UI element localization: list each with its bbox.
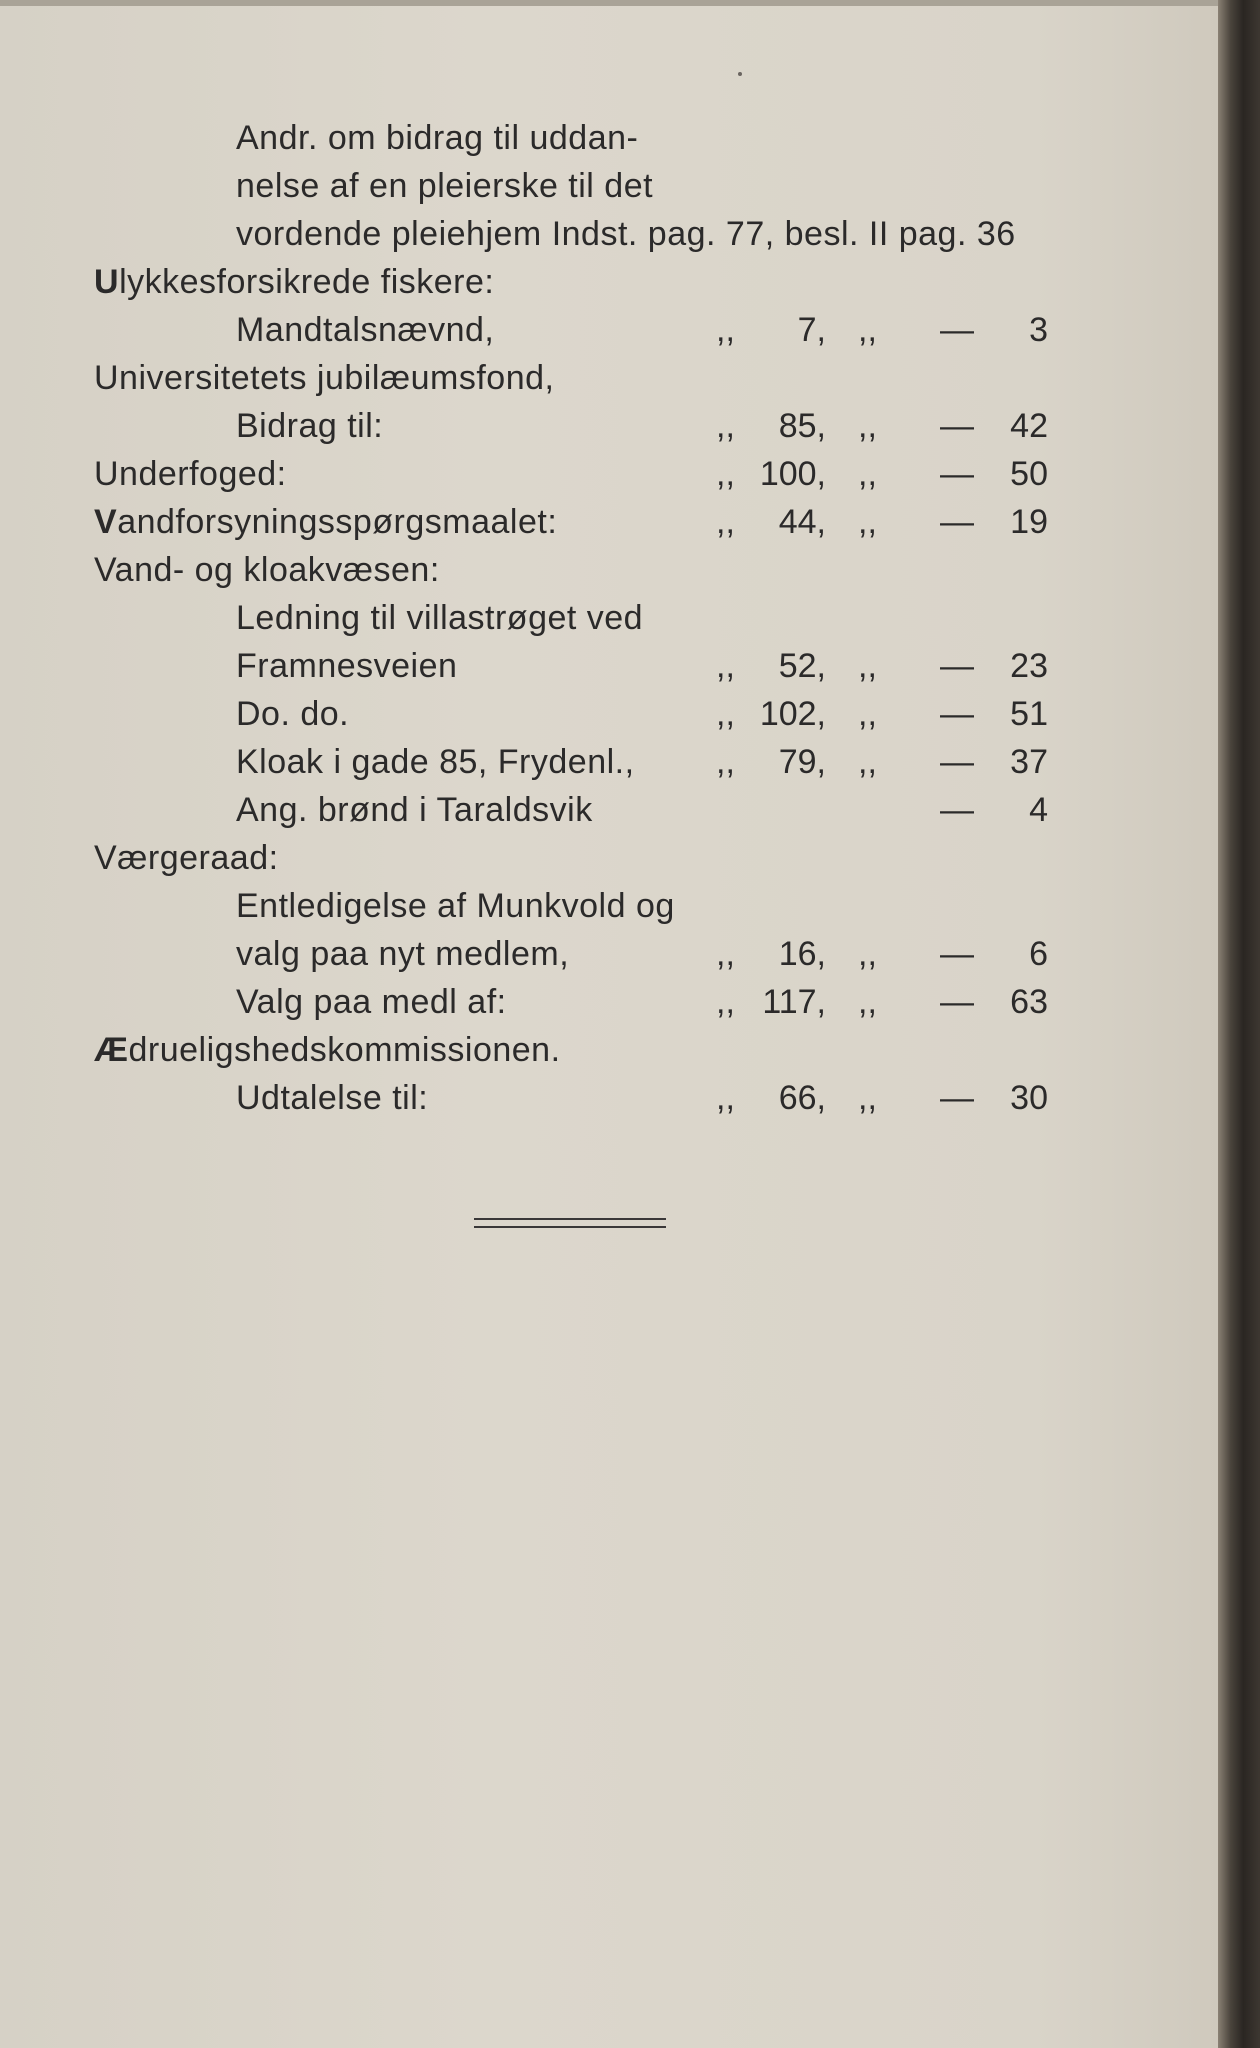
besl-page: 42 bbox=[1010, 407, 1048, 445]
ditto-mark: ,, bbox=[858, 935, 877, 973]
ditto-mark: ,, bbox=[858, 983, 877, 1021]
heading-text: andforsyningsspørgsmaalet: bbox=[117, 503, 558, 541]
indst-page: 100, bbox=[759, 455, 826, 493]
heading-initial: U bbox=[94, 263, 120, 301]
ditto-mark: ,, bbox=[858, 647, 877, 685]
ditto-mark: ,, bbox=[858, 311, 877, 349]
entry-label: Mandtalsnævnd, bbox=[236, 311, 495, 349]
ditto-mark: ,, bbox=[858, 503, 877, 541]
heading-text: drueligshedskommissionen. bbox=[128, 1031, 561, 1069]
dash: — bbox=[940, 1079, 974, 1117]
entry-label: Kloak i gade 85, Frydenl., bbox=[236, 743, 635, 781]
heading-aedruelighed bbox=[94, 1026, 561, 1074]
end-rule-top bbox=[474, 1218, 666, 1220]
ditto-mark: ,, bbox=[716, 695, 735, 733]
entry-label: Entledigelse af Munkvold og bbox=[236, 887, 675, 925]
ditto-mark: ,, bbox=[858, 743, 877, 781]
dash: — bbox=[940, 407, 974, 445]
book-spine-edge bbox=[1218, 0, 1260, 2048]
heading-ulykkesforsikrede bbox=[94, 258, 494, 306]
besl-page: 51 bbox=[1010, 695, 1048, 733]
dash: — bbox=[940, 503, 974, 541]
dash: — bbox=[940, 743, 974, 781]
besl-page: 6 bbox=[1029, 935, 1048, 973]
dash: — bbox=[940, 311, 974, 349]
speck bbox=[738, 72, 742, 76]
entry-label: Ledning til villastrøget ved bbox=[236, 599, 644, 637]
entry-label: Framnesveien bbox=[236, 647, 458, 685]
ditto-mark: ,, bbox=[716, 455, 735, 493]
heading-underfoged: Underfoged: bbox=[94, 455, 287, 493]
ditto-mark: ,, bbox=[716, 311, 735, 349]
ditto-mark: ,, bbox=[716, 1079, 735, 1117]
indst-page: 7, bbox=[797, 311, 826, 349]
ditto-mark: ,, bbox=[716, 983, 735, 1021]
ditto-mark: ,, bbox=[716, 407, 735, 445]
intro-line-1: Andr. om bidrag til uddan- bbox=[236, 119, 639, 157]
entry-label: Do. do. bbox=[236, 695, 350, 733]
ditto-mark: ,, bbox=[858, 455, 877, 493]
indst-page: 85, bbox=[778, 407, 826, 445]
intro-line-2: nelse af en pleierske til det bbox=[236, 167, 654, 205]
entry-label: Udtalelse til: bbox=[236, 1079, 429, 1117]
heading-vandforsyning bbox=[94, 498, 557, 546]
entry-label: valg paa nyt medlem, bbox=[236, 935, 570, 973]
indst-page: 66, bbox=[778, 1079, 826, 1117]
end-rule-bottom bbox=[474, 1226, 666, 1228]
ditto-mark: ,, bbox=[858, 407, 877, 445]
dash: — bbox=[940, 935, 974, 973]
besl-page: 63 bbox=[1010, 983, 1048, 1021]
besl-page: 30 bbox=[1010, 1079, 1048, 1117]
heading-vaergeraad: Værgeraad: bbox=[94, 839, 279, 877]
ditto-mark: ,, bbox=[716, 743, 735, 781]
heading-initial: V bbox=[94, 503, 118, 541]
entry-label: Valg paa medl af: bbox=[236, 983, 507, 1021]
dash: — bbox=[940, 647, 974, 685]
indst-page: 102, bbox=[759, 695, 826, 733]
ditto-mark: ,, bbox=[716, 935, 735, 973]
dash: — bbox=[940, 455, 974, 493]
entry-label: Bidrag til: bbox=[236, 407, 384, 445]
indst-page: 52, bbox=[778, 647, 826, 685]
besl-page: 19 bbox=[1010, 503, 1048, 541]
indst-page: 44, bbox=[778, 503, 826, 541]
besl-page: 3 bbox=[1029, 311, 1048, 349]
heading-text: lykkesforsikrede fiskere: bbox=[119, 263, 495, 301]
entry-label: Ang. brønd i Taraldsvik bbox=[236, 791, 593, 829]
besl-page: 23 bbox=[1010, 647, 1048, 685]
besl-page: 37 bbox=[1010, 743, 1048, 781]
heading-universitetets: Universitetets jubilæumsfond, bbox=[94, 359, 555, 397]
dash: — bbox=[940, 791, 974, 829]
ditto-mark: ,, bbox=[716, 647, 735, 685]
indst-page: 79, bbox=[778, 743, 826, 781]
heading-vand-kloak: Vand- og kloakvæsen: bbox=[94, 551, 440, 589]
page-top-edge bbox=[0, 0, 1218, 6]
dash: — bbox=[940, 695, 974, 733]
besl-page: 50 bbox=[1010, 455, 1048, 493]
besl-page: 4 bbox=[1029, 791, 1048, 829]
heading-initial: Æ bbox=[94, 1031, 129, 1069]
dash: — bbox=[940, 983, 974, 1021]
indst-page: 117, bbox=[762, 983, 826, 1021]
indst-page: 16, bbox=[778, 935, 826, 973]
ditto-mark: ,, bbox=[858, 1079, 877, 1117]
ditto-mark: ,, bbox=[716, 503, 735, 541]
intro-line-3: vordende pleiehjem Indst. pag. 77, besl. II pag. 36 bbox=[236, 215, 1016, 253]
ditto-mark: ,, bbox=[858, 695, 877, 733]
